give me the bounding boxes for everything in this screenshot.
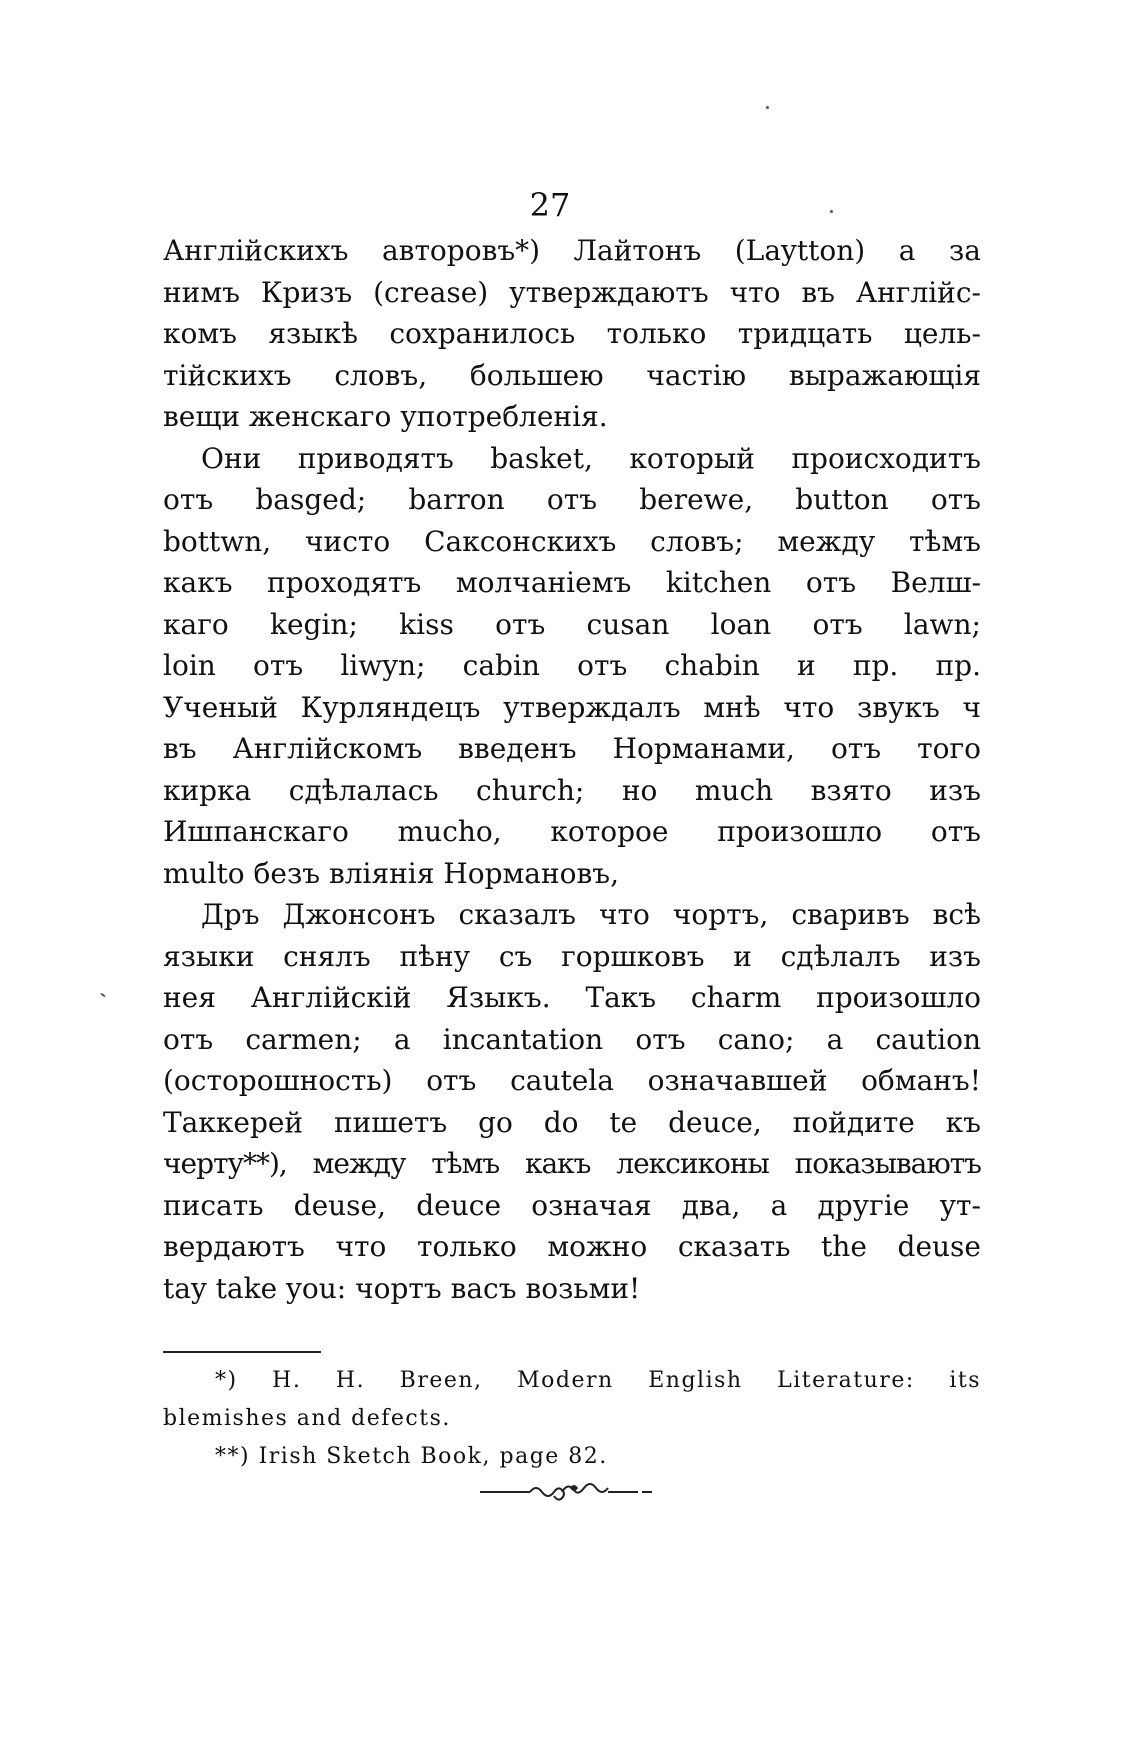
text-line: (осторошность) отъ cautela означавшей обманъ! xyxy=(163,1064,981,1097)
text-line: Ученый Курляндецъ утверждалъ мнѣ что звукъ ч xyxy=(163,690,981,724)
text-line: отъ carmen; a incantation отъ cano; a caution xyxy=(163,1022,981,1056)
text-line: писать deuse, deuce означая два, а другіе ут- xyxy=(163,1188,981,1222)
page-speck xyxy=(100,992,106,997)
text-line: Ишпанскаго mucho, которое произошло отъ xyxy=(163,815,981,848)
text-line: языки снялъ пѣну съ горшковъ и сдѣлалъ изъ xyxy=(163,939,981,973)
footnote: *) H. H. Breen, Modern English Literature: its xyxy=(215,1368,981,1393)
text-line: Дръ Джонсонъ сказалъ что чортъ, сваривъ всѣ xyxy=(201,898,981,931)
main-text xyxy=(163,230,981,1309)
text-line: комъ языкѣ сохранилось только тридцать цель- xyxy=(163,317,981,350)
text-line: Они приводятъ basket, который происходитъ xyxy=(201,441,981,475)
text-line: какъ проходятъ молчаніемъ kitchen отъ Велш- xyxy=(163,566,981,599)
text-line: нея Англійскій Языкъ. Такъ charm произошло xyxy=(163,981,981,1014)
text-line: нимъ Кризъ (crease) утверждаютъ что въ Англійс- xyxy=(163,275,981,309)
text-line: въ Англійскомъ введенъ Норманами, отъ того xyxy=(163,732,981,765)
text-line: каго kegin; kiss отъ cusan loan отъ lawn; xyxy=(163,607,981,641)
footnote-divider xyxy=(163,1351,321,1353)
text-line: отъ basged; barron отъ berewe, button отъ xyxy=(163,483,981,516)
page-speck xyxy=(830,210,833,213)
footnote: blemishes and defects. xyxy=(163,1406,451,1431)
ornament-divider-icon xyxy=(478,1478,654,1506)
text-line: bottwn, чисто Саксонскихъ словъ; между тѣмъ xyxy=(163,524,981,558)
text-line: loin отъ liwyn; cabin отъ chabin и пр. пр. xyxy=(163,649,981,682)
text-line: tay take you: чортъ васъ возьми! xyxy=(163,1271,641,1305)
text-line: Англійскихъ авторовъ*) Лайтонъ (Laytton) а за xyxy=(163,234,981,267)
text-line: multo безъ вліянія Нормановъ, xyxy=(163,856,619,890)
text-line: вердаютъ что только можно сказать the deuse xyxy=(163,1230,981,1263)
text-line: вещи женскаго употребленія. xyxy=(163,400,608,433)
page-speck xyxy=(766,106,769,109)
footnotes xyxy=(163,1362,981,1476)
text-line: Таккерей пишетъ go do te deuce, пойдите къ xyxy=(163,1105,981,1139)
text-line: кирка сдѣлалась church; но much взято изъ xyxy=(163,773,981,807)
text-line: тійскихъ словъ, большею частію выражающія xyxy=(163,358,981,392)
footnote: **) Irish Sketch Book, page 82. xyxy=(215,1444,608,1469)
text-line: черту**), между тѣмъ какъ лексиконы показываютъ xyxy=(163,1147,981,1180)
page-number: 27 xyxy=(529,186,571,224)
